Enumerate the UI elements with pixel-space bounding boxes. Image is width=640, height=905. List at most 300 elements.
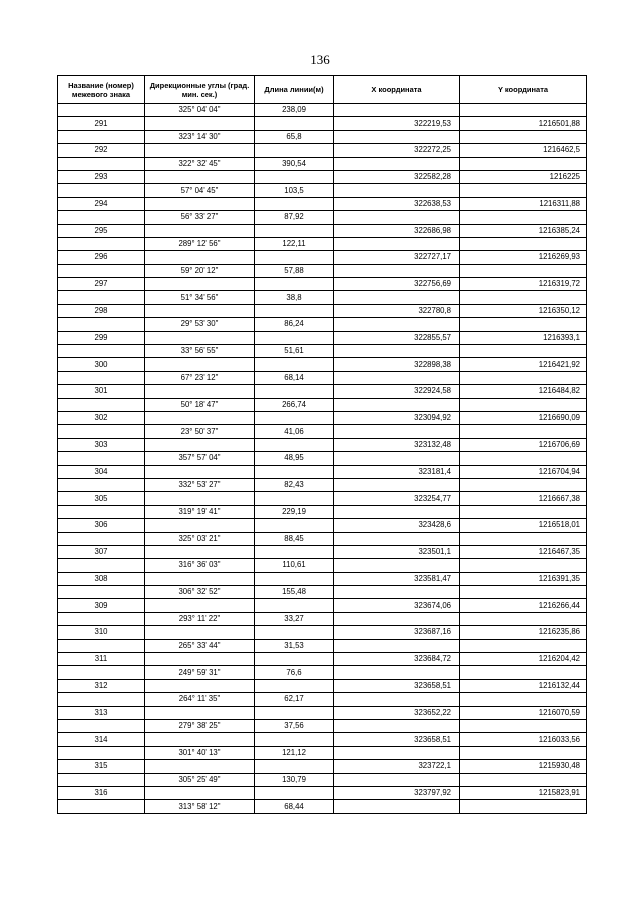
- cell-name: [58, 773, 145, 786]
- cell-name: 294: [58, 197, 145, 210]
- cell-x: [334, 586, 460, 599]
- table-row-point: [58, 545, 587, 558]
- cell-length: 86,24: [255, 318, 334, 331]
- cell-x: [334, 345, 460, 358]
- cell-length: 37,56: [255, 719, 334, 732]
- boundary-coordinates-table: [57, 75, 587, 814]
- table-row-point: [58, 465, 587, 478]
- cell-length: 65,8: [255, 130, 334, 143]
- cell-y: 1215823,91: [460, 786, 587, 799]
- table-row-segment: [58, 211, 587, 224]
- table-row-point: [58, 411, 587, 424]
- cell-y: [460, 693, 587, 706]
- cell-x: 323674,06: [334, 599, 460, 612]
- table-row-segment: [58, 505, 587, 518]
- cell-angle: [145, 358, 255, 371]
- cell-x: [334, 746, 460, 759]
- cell-angle: 59° 20' 12": [145, 264, 255, 277]
- table-row-segment: [58, 693, 587, 706]
- cell-x: [334, 318, 460, 331]
- cell-y: 1216667,38: [460, 492, 587, 505]
- table-row-segment: [58, 559, 587, 572]
- cell-name: [58, 291, 145, 304]
- cell-length: 48,95: [255, 452, 334, 465]
- table-row-segment: [58, 184, 587, 197]
- cell-name: 304: [58, 465, 145, 478]
- cell-length: [255, 438, 334, 451]
- cell-name: 306: [58, 519, 145, 532]
- cell-x: 322924,58: [334, 385, 460, 398]
- cell-angle: [145, 519, 255, 532]
- cell-name: [58, 184, 145, 197]
- cell-y: 1216266,44: [460, 599, 587, 612]
- cell-name: [58, 666, 145, 679]
- table-row-segment: [58, 318, 587, 331]
- cell-angle: [145, 653, 255, 666]
- table-row-segment: [58, 773, 587, 786]
- cell-y: [460, 639, 587, 652]
- cell-length: [255, 492, 334, 505]
- cell-name: [58, 719, 145, 732]
- table-row-segment: [58, 157, 587, 170]
- cell-angle: 305° 25' 49": [145, 773, 255, 786]
- cell-angle: [145, 385, 255, 398]
- cell-y: [460, 184, 587, 197]
- table-row-segment: [58, 452, 587, 465]
- cell-y: 1216704,94: [460, 465, 587, 478]
- cell-length: [255, 358, 334, 371]
- cell-y: 1216690,09: [460, 411, 587, 424]
- cell-length: [255, 278, 334, 291]
- cell-y: [460, 452, 587, 465]
- cell-angle: [145, 626, 255, 639]
- cell-angle: 316° 36' 03": [145, 559, 255, 572]
- cell-angle: 325° 03' 21": [145, 532, 255, 545]
- cell-x: [334, 452, 460, 465]
- cell-x: 323094,92: [334, 411, 460, 424]
- cell-angle: [145, 331, 255, 344]
- cell-name: [58, 264, 145, 277]
- cell-length: [255, 760, 334, 773]
- cell-length: 82,43: [255, 478, 334, 491]
- cell-y: [460, 157, 587, 170]
- cell-name: [58, 211, 145, 224]
- cell-y: 1216269,93: [460, 251, 587, 264]
- cell-x: [334, 612, 460, 625]
- cell-name: 291: [58, 117, 145, 130]
- cell-y: [460, 666, 587, 679]
- cell-length: [255, 465, 334, 478]
- cell-name: 315: [58, 760, 145, 773]
- cell-x: [334, 184, 460, 197]
- cell-x: [334, 157, 460, 170]
- cell-y: [460, 264, 587, 277]
- cell-length: [255, 519, 334, 532]
- table-row-point: [58, 733, 587, 746]
- table-row-point: [58, 599, 587, 612]
- table-row-point: [58, 438, 587, 451]
- cell-y: [460, 532, 587, 545]
- cell-angle: 264° 11' 35": [145, 693, 255, 706]
- cell-length: 88,45: [255, 532, 334, 545]
- cell-angle: [145, 224, 255, 237]
- cell-length: [255, 411, 334, 424]
- cell-x: [334, 425, 460, 438]
- cell-y: 1216225: [460, 170, 587, 183]
- cell-y: [460, 371, 587, 384]
- cell-length: [255, 304, 334, 317]
- table-row-segment: [58, 345, 587, 358]
- cell-x: [334, 130, 460, 143]
- cell-length: 87,92: [255, 211, 334, 224]
- table-row-segment: [58, 639, 587, 652]
- header-length: Длина линии(м): [255, 76, 334, 104]
- table-row-segment: [58, 666, 587, 679]
- cell-length: [255, 331, 334, 344]
- cell-angle: [145, 197, 255, 210]
- cell-length: 68,14: [255, 371, 334, 384]
- cell-name: [58, 639, 145, 652]
- cell-y: [460, 104, 587, 117]
- cell-name: 313: [58, 706, 145, 719]
- cell-y: [460, 237, 587, 250]
- table-row-point: [58, 251, 587, 264]
- cell-x: 322780,8: [334, 304, 460, 317]
- cell-angle: [145, 545, 255, 558]
- cell-length: 103,5: [255, 184, 334, 197]
- cell-angle: [145, 572, 255, 585]
- cell-angle: 319° 19' 41": [145, 505, 255, 518]
- cell-x: [334, 666, 460, 679]
- table-row-segment: [58, 371, 587, 384]
- cell-length: 68,44: [255, 800, 334, 813]
- cell-length: 33,27: [255, 612, 334, 625]
- cell-angle: 323° 14' 30": [145, 130, 255, 143]
- cell-y: [460, 425, 587, 438]
- cell-x: 323581,47: [334, 572, 460, 585]
- cell-angle: [145, 492, 255, 505]
- cell-length: [255, 653, 334, 666]
- cell-x: [334, 800, 460, 813]
- header-x: X координата: [334, 76, 460, 104]
- cell-x: [334, 211, 460, 224]
- cell-length: [255, 170, 334, 183]
- cell-x: 322898,38: [334, 358, 460, 371]
- cell-name: 305: [58, 492, 145, 505]
- cell-y: 1216204,42: [460, 653, 587, 666]
- table-row-point: [58, 278, 587, 291]
- cell-length: [255, 545, 334, 558]
- table-row-point: [58, 304, 587, 317]
- table-row-point: [58, 572, 587, 585]
- cell-y: 1216235,86: [460, 626, 587, 639]
- table-row-point: [58, 224, 587, 237]
- cell-name: [58, 532, 145, 545]
- table-row-segment: [58, 104, 587, 117]
- cell-name: [58, 452, 145, 465]
- cell-y: [460, 505, 587, 518]
- cell-y: [460, 559, 587, 572]
- cell-length: [255, 144, 334, 157]
- cell-y: [460, 291, 587, 304]
- cell-length: 57,88: [255, 264, 334, 277]
- cell-y: [460, 773, 587, 786]
- cell-y: 1216706,69: [460, 438, 587, 451]
- cell-angle: [145, 706, 255, 719]
- cell-x: [334, 398, 460, 411]
- table-header-row: [58, 76, 587, 104]
- cell-y: [460, 612, 587, 625]
- cell-length: 390,54: [255, 157, 334, 170]
- cell-angle: 249° 59' 31": [145, 666, 255, 679]
- cell-length: 41,06: [255, 425, 334, 438]
- cell-x: 323428,6: [334, 519, 460, 532]
- table-row-point: [58, 760, 587, 773]
- cell-y: 1216421,92: [460, 358, 587, 371]
- cell-x: 323687,16: [334, 626, 460, 639]
- table-row-point: [58, 385, 587, 398]
- table-row-point: [58, 117, 587, 130]
- cell-length: 155,48: [255, 586, 334, 599]
- cell-x: [334, 291, 460, 304]
- table-row-point: [58, 653, 587, 666]
- cell-y: 1216518,01: [460, 519, 587, 532]
- cell-name: 300: [58, 358, 145, 371]
- cell-y: [460, 800, 587, 813]
- cell-x: 323797,92: [334, 786, 460, 799]
- cell-angle: 301° 40' 13": [145, 746, 255, 759]
- cell-length: 266,74: [255, 398, 334, 411]
- cell-y: 1216319,72: [460, 278, 587, 291]
- cell-x: 323658,51: [334, 733, 460, 746]
- cell-y: [460, 211, 587, 224]
- cell-length: [255, 679, 334, 692]
- cell-angle: 332° 53' 27": [145, 478, 255, 491]
- cell-x: 322638,53: [334, 197, 460, 210]
- table-row-point: [58, 170, 587, 183]
- cell-y: [460, 130, 587, 143]
- cell-length: [255, 599, 334, 612]
- cell-y: [460, 586, 587, 599]
- cell-x: 323254,77: [334, 492, 460, 505]
- cell-angle: 57° 04' 45": [145, 184, 255, 197]
- cell-length: 110,61: [255, 559, 334, 572]
- cell-length: 51,61: [255, 345, 334, 358]
- cell-length: 62,17: [255, 693, 334, 706]
- cell-name: [58, 318, 145, 331]
- cell-angle: 67° 23' 12": [145, 371, 255, 384]
- cell-length: 38,8: [255, 291, 334, 304]
- table-body: [58, 104, 587, 814]
- cell-x: [334, 264, 460, 277]
- cell-name: [58, 478, 145, 491]
- cell-name: [58, 586, 145, 599]
- cell-angle: [145, 679, 255, 692]
- cell-angle: 306° 32' 52": [145, 586, 255, 599]
- cell-name: [58, 693, 145, 706]
- cell-y: [460, 746, 587, 759]
- table-row-point: [58, 197, 587, 210]
- cell-x: 322582,28: [334, 170, 460, 183]
- cell-angle: 265° 33' 44": [145, 639, 255, 652]
- cell-name: [58, 746, 145, 759]
- cell-x: 323658,51: [334, 679, 460, 692]
- cell-x: 323132,48: [334, 438, 460, 451]
- cell-length: 121,12: [255, 746, 334, 759]
- cell-name: 297: [58, 278, 145, 291]
- cell-x: [334, 639, 460, 652]
- cell-y: 1216391,35: [460, 572, 587, 585]
- cell-name: 296: [58, 251, 145, 264]
- cell-angle: 51° 34' 56": [145, 291, 255, 304]
- cell-name: [58, 505, 145, 518]
- cell-x: 322219,53: [334, 117, 460, 130]
- cell-length: [255, 385, 334, 398]
- cell-name: 316: [58, 786, 145, 799]
- cell-name: [58, 559, 145, 572]
- cell-x: 322686,98: [334, 224, 460, 237]
- cell-y: 1216033,56: [460, 733, 587, 746]
- cell-angle: 325° 04' 04": [145, 104, 255, 117]
- cell-name: [58, 104, 145, 117]
- cell-x: [334, 559, 460, 572]
- cell-length: [255, 224, 334, 237]
- table-row-point: [58, 706, 587, 719]
- cell-angle: 322° 32' 45": [145, 157, 255, 170]
- cell-angle: 50° 18' 47": [145, 398, 255, 411]
- cell-length: [255, 572, 334, 585]
- cell-y: [460, 398, 587, 411]
- table-row-segment: [58, 264, 587, 277]
- cell-y: 1216393,1: [460, 331, 587, 344]
- cell-name: [58, 398, 145, 411]
- cell-angle: 56° 33' 27": [145, 211, 255, 224]
- cell-name: 303: [58, 438, 145, 451]
- cell-name: 295: [58, 224, 145, 237]
- cell-y: 1216132,44: [460, 679, 587, 692]
- cell-x: [334, 237, 460, 250]
- cell-angle: [145, 733, 255, 746]
- cell-length: [255, 197, 334, 210]
- cell-length: [255, 706, 334, 719]
- cell-angle: [145, 170, 255, 183]
- cell-angle: [145, 117, 255, 130]
- cell-name: [58, 371, 145, 384]
- cell-length: 31,53: [255, 639, 334, 652]
- cell-length: 229,19: [255, 505, 334, 518]
- cell-name: 308: [58, 572, 145, 585]
- table-row-segment: [58, 237, 587, 250]
- table-row-segment: [58, 800, 587, 813]
- header-angle: Дирекционные углы (град. мин. сек.): [145, 76, 255, 104]
- cell-length: [255, 626, 334, 639]
- table-row-segment: [58, 612, 587, 625]
- cell-x: [334, 371, 460, 384]
- table-row-segment: [58, 719, 587, 732]
- cell-name: [58, 157, 145, 170]
- cell-x: 322756,69: [334, 278, 460, 291]
- cell-angle: 23° 50' 37": [145, 425, 255, 438]
- cell-y: 1216385,24: [460, 224, 587, 237]
- table-row-point: [58, 144, 587, 157]
- table-row-segment: [58, 586, 587, 599]
- table-row-segment: [58, 398, 587, 411]
- cell-length: [255, 251, 334, 264]
- cell-name: 301: [58, 385, 145, 398]
- cell-length: [255, 117, 334, 130]
- cell-name: 293: [58, 170, 145, 183]
- cell-angle: 33° 56' 55": [145, 345, 255, 358]
- cell-angle: [145, 411, 255, 424]
- cell-x: 322272,25: [334, 144, 460, 157]
- table-row-segment: [58, 425, 587, 438]
- cell-x: [334, 104, 460, 117]
- cell-name: 292: [58, 144, 145, 157]
- cell-angle: 313° 58' 12": [145, 800, 255, 813]
- cell-angle: [145, 599, 255, 612]
- table-row-point: [58, 519, 587, 532]
- cell-length: 238,09: [255, 104, 334, 117]
- cell-y: 1216070,59: [460, 706, 587, 719]
- table-row-segment: [58, 532, 587, 545]
- cell-angle: [145, 251, 255, 264]
- cell-name: [58, 130, 145, 143]
- cell-name: [58, 425, 145, 438]
- cell-x: 322727,17: [334, 251, 460, 264]
- cell-name: 307: [58, 545, 145, 558]
- cell-x: [334, 505, 460, 518]
- cell-angle: 293° 11' 22": [145, 612, 255, 625]
- cell-angle: [145, 465, 255, 478]
- cell-angle: 279° 38' 25": [145, 719, 255, 732]
- cell-angle: [145, 278, 255, 291]
- header-y: Y координата: [460, 76, 587, 104]
- cell-x: [334, 719, 460, 732]
- table-row-segment: [58, 130, 587, 143]
- cell-y: 1215930,48: [460, 760, 587, 773]
- table-row-point: [58, 358, 587, 371]
- cell-name: 311: [58, 653, 145, 666]
- cell-x: [334, 532, 460, 545]
- cell-y: [460, 318, 587, 331]
- cell-x: 323722,1: [334, 760, 460, 773]
- table-row-point: [58, 786, 587, 799]
- cell-length: 76,6: [255, 666, 334, 679]
- cell-name: [58, 800, 145, 813]
- table-row-segment: [58, 746, 587, 759]
- cell-x: [334, 693, 460, 706]
- cell-name: 309: [58, 599, 145, 612]
- cell-y: [460, 478, 587, 491]
- cell-x: 323501,1: [334, 545, 460, 558]
- cell-y: 1216484,82: [460, 385, 587, 398]
- cell-y: 1216467,35: [460, 545, 587, 558]
- cell-angle: [145, 304, 255, 317]
- cell-length: [255, 786, 334, 799]
- cell-angle: [145, 786, 255, 799]
- cell-angle: [145, 144, 255, 157]
- page-number: 136: [310, 52, 330, 67]
- cell-name: 310: [58, 626, 145, 639]
- cell-y: 1216350,12: [460, 304, 587, 317]
- cell-y: 1216462,5: [460, 144, 587, 157]
- cell-name: 299: [58, 331, 145, 344]
- cell-y: 1216501,88: [460, 117, 587, 130]
- cell-angle: [145, 760, 255, 773]
- cell-name: 314: [58, 733, 145, 746]
- cell-name: [58, 237, 145, 250]
- cell-y: [460, 719, 587, 732]
